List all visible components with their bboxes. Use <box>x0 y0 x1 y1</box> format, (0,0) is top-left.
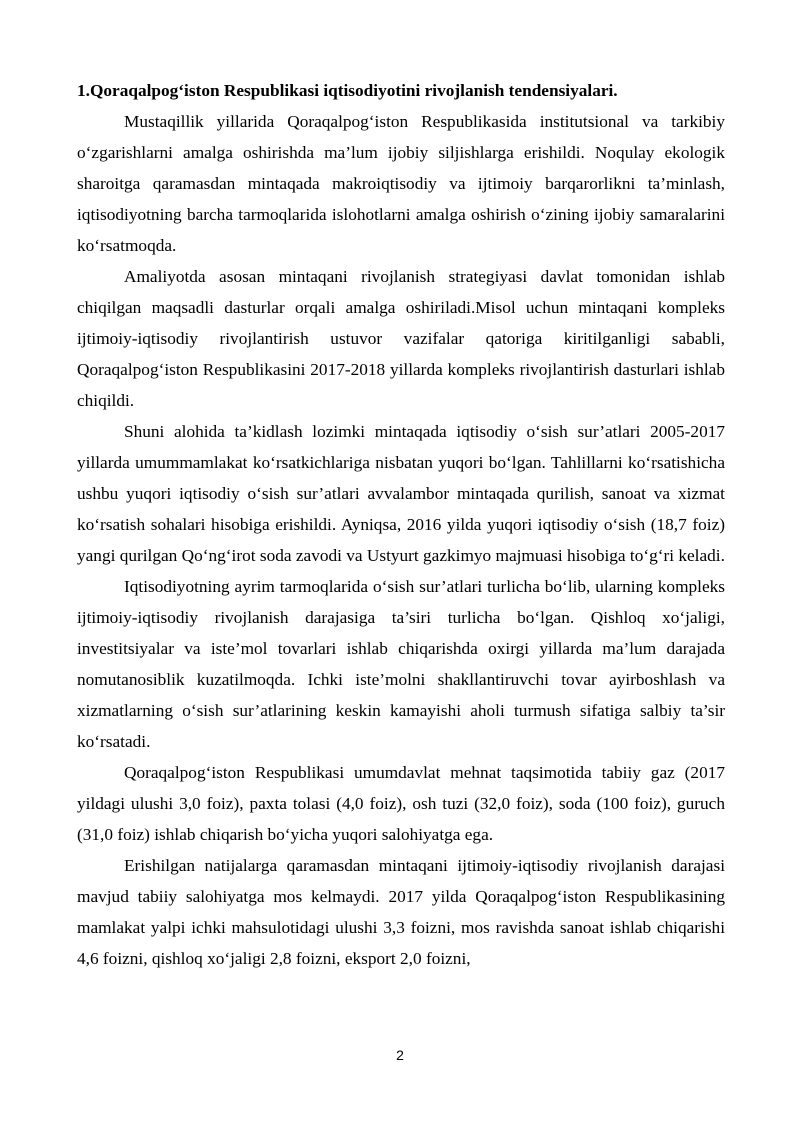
section-heading: 1.Qoraqalpog‘iston Respublikasi iqtisodiyotini rivojlanish tendensiyalari. <box>77 81 618 100</box>
paragraph: Erishilgan natijalarga qaramasdan mintaqani ijtimoiy-iqtisodiy rivojlanish darajasi mavjud tabiiy salohiyatga mos kelmaydi. 2017 yilda Qoraqalpog‘iston Respublikasining mamlakat yalpi ichki mahsulotidagi ulushi 3,3 foizni, mos ravishda sanoat ishlab chiqarishi 4,6 foizni, qishloq xo‘jaligi 2,8 foizni, eksport 2,0 foizni, <box>77 856 725 968</box>
paragraph: Shuni alohida ta’kidlash lozimki mintaqada iqtisodiy o‘sish sur’atlari 2005-2017 yillarda umummamlakat ko‘rsatkichlariga nisbatan yuqori bo‘lgan. Tahlillarni ko‘rsatishicha ushbu yuqori iqtisodiy o‘sish sur’atlari avvalambor mintaqada qurilish, sanoat va xizmat ko‘rsatish sohalari hisobiga erishildi. Ayniqsa, 2016 yilda yuqori iqtisodiy o‘sish (18,7 foiz) yangi qurilgan Qo‘ng‘irot soda zavodi va Ustyurt gazkimyo majmuasi hisobiga to‘g‘ri keladi. <box>77 422 725 565</box>
paragraph: Qoraqalpog‘iston Respublikasi umumdavlat mehnat taqsimotida tabiiy gaz (2017 yildagi ulushi 3,0 foiz), paxta tolasi (4,0 foiz), osh tuzi (32,0 foiz), soda (100 foiz), guruch (31,0 foiz) ishlab chiqarish bo‘yicha yuqori salohiyatga ega. <box>77 763 725 844</box>
page-number: 2 <box>396 1047 404 1063</box>
paragraph: Mustaqillik yillarida Qoraqalpog‘iston Respublikasida institutsional va tarkibiy o‘zgarishlarni amalga oshirishda ma’lum ijobiy siljishlarga erishildi. Noqulay ekologik sharoitga qaramasdan mintaqada makroiqtisodiy va ijtimoiy barqarorlikni ta’minlash, iqtisodiyotning barcha tarmoqlarida islohotlarni amalga oshirish o‘zining ijobiy samaralarini ko‘rsatmoqda. <box>77 112 725 255</box>
paragraph: Amaliyotda asosan mintaqani rivojlanish strategiyasi davlat tomonidan ishlab chiqilgan maqsadli dasturlar orqali amalga oshiriladi.Misol uchun mintaqani kompleks ijtimoiy-iqtisodiy rivojlantirish ustuvor vazifalar qatoriga kiritilganligi sababli, Qoraqalpog‘iston Respublikasini 2017-2018 yillarda kompleks rivojlantirish dasturlari ishlab chiqildi. <box>77 267 725 410</box>
body-text <box>77 106 725 974</box>
paragraph: Iqtisodiyotning ayrim tarmoqlarida o‘sish sur’atlari turlicha bo‘lib, ularning kompleks ijtimoiy-iqtisodiy rivojlanish darajasiga ta’siri turlicha bo‘lgan. Qishloq xo‘jaligi, investitsiyalar va iste’mol tovarlari ishlab chiqarishda oxirgi yillarda ma’lum darajada nomutanosiblik kuzatilmoqda. Ichki iste’molni shakllantiruvchi tovar ayirboshlash va xizmatlarning o‘sish sur’atlarining keskin kamayishi aholi turmush sifatiga salbiy ta’sir ko‘rsatadi. <box>77 577 725 751</box>
